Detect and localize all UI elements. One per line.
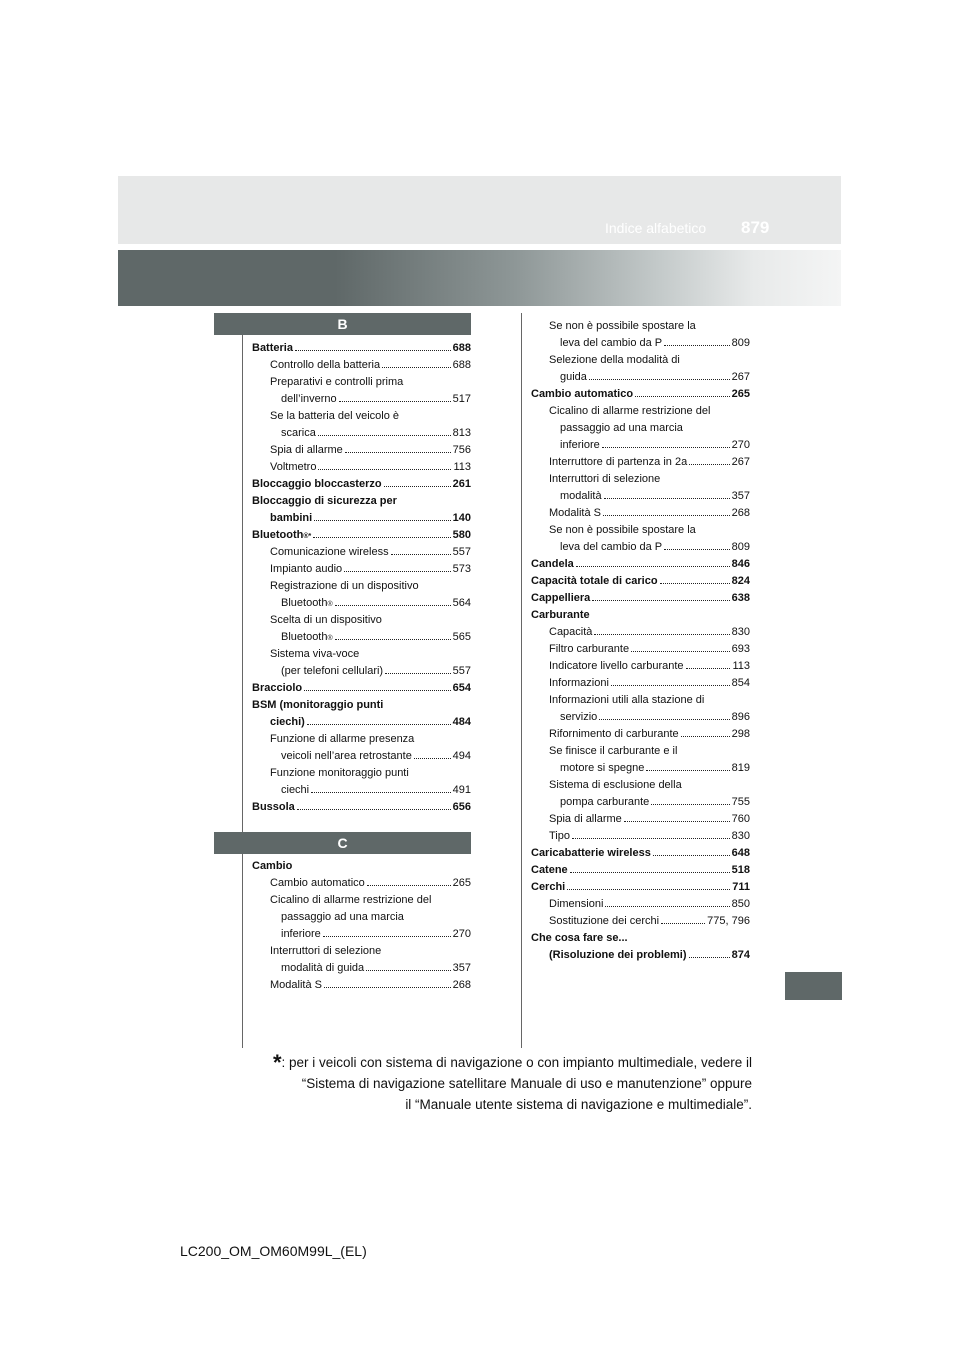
dot-leader: [295, 350, 451, 351]
entry-term: Interruttori di selezione: [270, 945, 382, 957]
dot-leader: [318, 469, 451, 470]
dot-leader: [304, 690, 451, 691]
dot-leader: [323, 936, 451, 937]
index-entry: [549, 403, 750, 420]
dot-leader: [602, 447, 730, 448]
entry-page-ref: 819: [731, 762, 750, 774]
dot-leader: [664, 549, 730, 550]
entry-term: Se non è possibile spostare la: [549, 320, 696, 332]
entry-term: guida: [560, 371, 587, 383]
index-entry: [531, 845, 750, 862]
entry-term: servizio: [560, 711, 598, 723]
entry-page-ref: 265: [731, 388, 750, 400]
index-entry: [281, 960, 471, 977]
entry-term: Informazioni: [549, 677, 609, 689]
index-entry: [252, 697, 471, 714]
entry-term: Caricabatterie wireless: [531, 847, 651, 859]
footnote: [250, 1052, 752, 1115]
entry-term: (per telefoni cellulari): [281, 665, 384, 677]
index-entry: [549, 454, 750, 471]
entry-page-ref: 830: [731, 830, 750, 842]
entry-page-ref: 565: [452, 631, 471, 643]
entry-page-ref: 267: [731, 371, 750, 383]
index-entry: [531, 386, 750, 403]
entry-term: Candela: [531, 558, 574, 570]
index-entry: [270, 892, 471, 909]
entry-page-ref: 270: [731, 439, 750, 451]
entry-term: Bluetooth: [281, 597, 328, 609]
index-entry: [549, 743, 750, 760]
index-entry: [270, 943, 471, 960]
entry-page-ref: 580: [452, 529, 471, 541]
entry-term: Spia di allarme: [270, 444, 343, 456]
index-entry: [549, 658, 750, 675]
entry-term: Bloccaggio di sicurezza per: [252, 495, 397, 507]
index-entry: [549, 318, 750, 335]
entry-term: Sistema viva-voce: [270, 648, 360, 660]
index-entry: Bluetooth ®* 580: [252, 527, 471, 544]
entry-term: inferiore: [560, 439, 600, 451]
entry-page-ref: 518: [731, 864, 750, 876]
entry-page-ref: 484: [452, 716, 471, 728]
entry-term: Bluetooth: [281, 631, 328, 643]
index-entry: [270, 731, 471, 748]
dot-leader: [689, 957, 730, 958]
entry-page-ref: 267: [731, 456, 750, 468]
header-gradient-band: [118, 250, 841, 306]
index-column-b: [252, 340, 471, 816]
index-entry: [549, 352, 750, 369]
entry-term: leva del cambio da P: [560, 337, 663, 349]
entry-term: Bussola: [252, 801, 295, 813]
entry-page-ref: 573: [452, 563, 471, 575]
entry-term: BSM (monitoraggio punti: [252, 699, 384, 711]
index-entry: [252, 476, 471, 493]
entry-term: Cappelliera: [531, 592, 591, 604]
dot-leader: [313, 537, 450, 538]
entry-term: Cicalino di allarme restrizione del: [549, 405, 711, 417]
entry-page-ref: 656: [452, 801, 471, 813]
dot-leader: [653, 855, 730, 856]
side-thumb-tab: [785, 972, 842, 1000]
index-entry: [270, 977, 471, 994]
index-entry: [270, 875, 471, 892]
dot-leader: [661, 923, 705, 924]
index-entry: [270, 459, 471, 476]
entry-page-ref: 896: [731, 711, 750, 723]
entry-page-ref: 854: [731, 677, 750, 689]
index-entry: [560, 369, 750, 386]
entry-term: Rifornimento di carburante: [549, 728, 679, 740]
index-entry: [281, 425, 471, 442]
entry-page-ref: 270: [452, 928, 471, 940]
footnote-line-3: il “Manuale utente sistema di navigazione e multimediale”.: [405, 1097, 752, 1112]
index-entry: [531, 556, 750, 573]
dot-leader: [631, 651, 730, 652]
dot-leader: [324, 987, 451, 988]
dot-leader: [594, 634, 729, 635]
dot-leader: [604, 498, 730, 499]
entry-term: Bracciolo: [252, 682, 303, 694]
entry-page-ref: 638: [731, 592, 750, 604]
index-entry: [531, 573, 750, 590]
dot-leader: [603, 515, 730, 516]
entry-page-ref: 298: [731, 728, 750, 740]
letter-header-c: C: [214, 832, 471, 854]
entry-term: leva del cambio da P: [560, 541, 663, 553]
entry-page-ref: 874: [731, 949, 750, 961]
dot-leader: [592, 600, 729, 601]
entry-page-ref: 648: [731, 847, 750, 859]
entry-term: pompa carburante: [560, 796, 650, 808]
index-entry: [560, 437, 750, 454]
entry-page-ref: 357: [452, 962, 471, 974]
index-entry: [549, 505, 750, 522]
entry-page-ref: 261: [452, 478, 471, 490]
entry-term: Se non è possibile spostare la: [549, 524, 696, 536]
entry-term: Funzione monitoraggio punti: [270, 767, 409, 779]
entry-term: ciechi): [270, 716, 305, 728]
entry-page-ref: 756: [452, 444, 471, 456]
index-entry: [270, 442, 471, 459]
index-entry: [270, 765, 471, 782]
dot-leader: [689, 464, 729, 465]
entry-term: Informazioni utili alla stazione di: [549, 694, 705, 706]
entry-page-ref: 760: [731, 813, 750, 825]
dot-leader: [335, 605, 451, 606]
entry-page-ref: 557: [452, 546, 471, 558]
index-entry: [252, 680, 471, 697]
index-entry: [270, 408, 471, 425]
dot-leader: [382, 367, 451, 368]
index-entry: [531, 590, 750, 607]
entry-term: Carburante: [531, 609, 590, 621]
index-column-c: [252, 858, 471, 994]
index-entry: [560, 760, 750, 777]
entry-page-ref: 711: [732, 881, 750, 893]
entry-term: Controllo della batteria: [270, 359, 381, 371]
entry-page-ref: 654: [452, 682, 471, 694]
entry-page-ref: 846: [731, 558, 750, 570]
dot-leader: [681, 736, 730, 737]
index-column-right: [531, 318, 750, 964]
entry-page-ref: 491: [452, 784, 471, 796]
dot-leader: [307, 724, 451, 725]
entry-term: Scelta di un dispositivo: [270, 614, 382, 626]
index-entry: [560, 488, 750, 505]
entry-term: Interruttori di selezione: [549, 473, 661, 485]
entry-term: Preparativi e controlli prima: [270, 376, 404, 388]
entry-page-ref: 775, 796: [707, 915, 750, 927]
entry-page-ref: 813: [452, 427, 471, 439]
dot-leader: [589, 379, 730, 380]
entry-term: Che cosa fare se...: [531, 932, 628, 944]
index-entry: [560, 335, 750, 352]
dot-leader: [384, 486, 451, 487]
entry-term: Impianto audio: [270, 563, 343, 575]
entry-page-ref: 688: [452, 342, 471, 354]
column-divider-left: [242, 313, 243, 1048]
entry-term: Interruttore di partenza in 2a: [549, 456, 688, 468]
entry-page-ref: 850: [731, 898, 750, 910]
entry-term: Batteria: [252, 342, 293, 354]
index-entry: [270, 544, 471, 561]
dot-leader: [311, 792, 451, 793]
index-entry: [531, 879, 750, 896]
entry-term: modalità: [560, 490, 602, 502]
entry-page-ref: 824: [731, 575, 750, 587]
index-entry: [560, 794, 750, 811]
entry-page-ref: 688: [452, 359, 471, 371]
dot-leader: [391, 554, 451, 555]
entry-page-ref: 265: [452, 877, 471, 889]
index-entry: [270, 561, 471, 578]
entry-term: Dimensioni: [549, 898, 604, 910]
footnote-line-2: “Sistema di navigazione satellitare Manuale di uso e manutenzione” oppure: [301, 1076, 752, 1091]
dot-leader: [367, 885, 451, 886]
index-entry: [281, 391, 471, 408]
page-number: 879: [741, 218, 770, 237]
entry-term: bambini: [270, 512, 313, 524]
entry-term: Registrazione di un dispositivo: [270, 580, 419, 592]
entry-page-ref: 140: [452, 512, 471, 524]
index-entry: [281, 926, 471, 943]
dot-leader: [624, 821, 730, 822]
entry-term: Sostituzione dei cerchi: [549, 915, 660, 927]
document-id: LC200_OM_OM60M99L_(EL): [180, 1243, 367, 1259]
dot-leader: [339, 401, 451, 402]
dot-leader: [414, 758, 451, 759]
index-entry: [549, 675, 750, 692]
index-entry: [549, 913, 750, 930]
entry-term: Capacità: [549, 626, 593, 638]
index-entry: [560, 539, 750, 556]
entry-page-ref: 268: [452, 979, 471, 991]
entry-term: Cambio automatico: [531, 388, 634, 400]
index-entry: [281, 663, 471, 680]
entry-term: Funzione di allarme presenza: [270, 733, 415, 745]
dot-leader: [605, 906, 729, 907]
entry-term: Cicalino di allarme restrizione del: [270, 894, 432, 906]
dot-leader: [385, 673, 451, 674]
index-entry: [270, 374, 471, 391]
index-entry: [531, 607, 750, 624]
index-entry: [270, 510, 471, 527]
dot-leader: [567, 889, 730, 890]
index-entry: [531, 930, 750, 947]
entry-term: Cambio: [252, 860, 293, 872]
entry-term: Modalità S: [270, 979, 322, 991]
entry-page-ref: 268: [731, 507, 750, 519]
index-entry: [549, 947, 750, 964]
dot-leader: [314, 520, 450, 521]
index-entry: [549, 828, 750, 845]
index-entry: [549, 811, 750, 828]
entry-term: passaggio ad una marcia: [281, 911, 404, 923]
entry-term: Catene: [531, 864, 568, 876]
index-entry: Bluetooth ® 564: [281, 595, 471, 612]
index-entry: [549, 896, 750, 913]
entry-term: motore si spegne: [560, 762, 645, 774]
entry-term: Se la batteria del veicolo è: [270, 410, 400, 422]
index-entry: [549, 692, 750, 709]
entry-page-ref: 693: [731, 643, 750, 655]
index-entry: [560, 420, 750, 437]
dot-leader: [646, 770, 729, 771]
dot-leader: [576, 566, 730, 567]
entry-term: Selezione della modalità di: [549, 354, 680, 366]
dot-leader: [318, 435, 451, 436]
dot-leader: [366, 970, 450, 971]
entry-page-ref: 494: [452, 750, 471, 762]
index-entry: [252, 858, 471, 875]
entry-term: Modalità S: [549, 507, 601, 519]
entry-page-ref: 113: [453, 461, 471, 473]
letter-header-b: B: [214, 313, 471, 335]
dot-leader: [345, 452, 451, 453]
dot-leader: [651, 804, 729, 805]
entry-term: Sistema di esclusione della: [549, 779, 682, 791]
entry-term: Spia di allarme: [549, 813, 622, 825]
section-title: Indice alfabetico: [605, 220, 707, 236]
index-entry: [549, 641, 750, 658]
entry-term: Voltmetro: [270, 461, 317, 473]
entry-term: Bloccaggio bloccasterzo: [252, 478, 382, 490]
entry-term: scarica: [281, 427, 316, 439]
entry-term: Filtro carburante: [549, 643, 630, 655]
entry-term: modalità di guida: [281, 962, 365, 974]
index-entry: [270, 578, 471, 595]
dot-leader: [611, 685, 730, 686]
index-entry: [270, 646, 471, 663]
index-entry: [549, 777, 750, 794]
dot-leader: [344, 571, 450, 572]
header-bar: [118, 176, 841, 244]
dot-leader: [335, 639, 451, 640]
index-entry: [560, 709, 750, 726]
entry-page-ref: 557: [452, 665, 471, 677]
entry-term: passaggio ad una marcia: [560, 422, 683, 434]
index-entry: [252, 799, 471, 816]
entry-term: Indicatore livello carburante: [549, 660, 684, 672]
index-entry: [270, 612, 471, 629]
entry-term: Se finisce il carburante e il: [549, 745, 678, 757]
entry-page-ref: 830: [731, 626, 750, 638]
index-entry: [270, 714, 471, 731]
entry-page-ref: 755: [731, 796, 750, 808]
entry-term: inferiore: [281, 928, 321, 940]
column-divider-middle: [521, 313, 522, 1048]
entry-page-ref: 357: [731, 490, 750, 502]
index-entry: [270, 357, 471, 374]
entry-term: veicoli nell’area retrostante: [281, 750, 412, 762]
index-entry: [281, 909, 471, 926]
index-entry: [549, 726, 750, 743]
entry-term: dell’inverno: [281, 393, 337, 405]
entry-term: (Risoluzione dei problemi): [549, 949, 687, 961]
entry-page-ref: 809: [731, 541, 750, 553]
entry-term: Comunicazione wireless: [270, 546, 389, 558]
footnote-line-1: *: per i veicoli con sistema di navigazione o con impianto multimediale, vedere il: [272, 1050, 752, 1075]
entry-term: ciechi: [281, 784, 310, 796]
dot-leader: [635, 396, 730, 397]
dot-leader: [570, 872, 730, 873]
index-entry: [281, 748, 471, 765]
index-entry: [549, 624, 750, 641]
footnote-marker: *: [272, 1050, 282, 1075]
dot-leader: [686, 668, 731, 669]
entry-page-ref: 809: [731, 337, 750, 349]
index-entry: [531, 862, 750, 879]
entry-page-ref: 564: [452, 597, 471, 609]
index-entry: [549, 522, 750, 539]
dot-leader: [297, 809, 451, 810]
index-entry: [549, 471, 750, 488]
dot-leader: [572, 838, 730, 839]
entry-page-ref: 113: [732, 660, 750, 672]
entry-term: Capacità totale di carico: [531, 575, 658, 587]
dot-leader: [660, 583, 730, 584]
index-entry: Bluetooth ® 565: [281, 629, 471, 646]
entry-page-ref: 517: [452, 393, 471, 405]
entry-term: Bluetooth: [252, 529, 304, 541]
entry-term: Cambio automatico: [270, 877, 365, 889]
index-entry: [252, 493, 471, 510]
dot-leader: [599, 719, 729, 720]
dot-leader: [664, 345, 730, 346]
entry-term: Tipo: [549, 830, 570, 842]
index-entry: [281, 782, 471, 799]
entry-term: Cerchi: [531, 881, 566, 893]
index-entry: [252, 340, 471, 357]
